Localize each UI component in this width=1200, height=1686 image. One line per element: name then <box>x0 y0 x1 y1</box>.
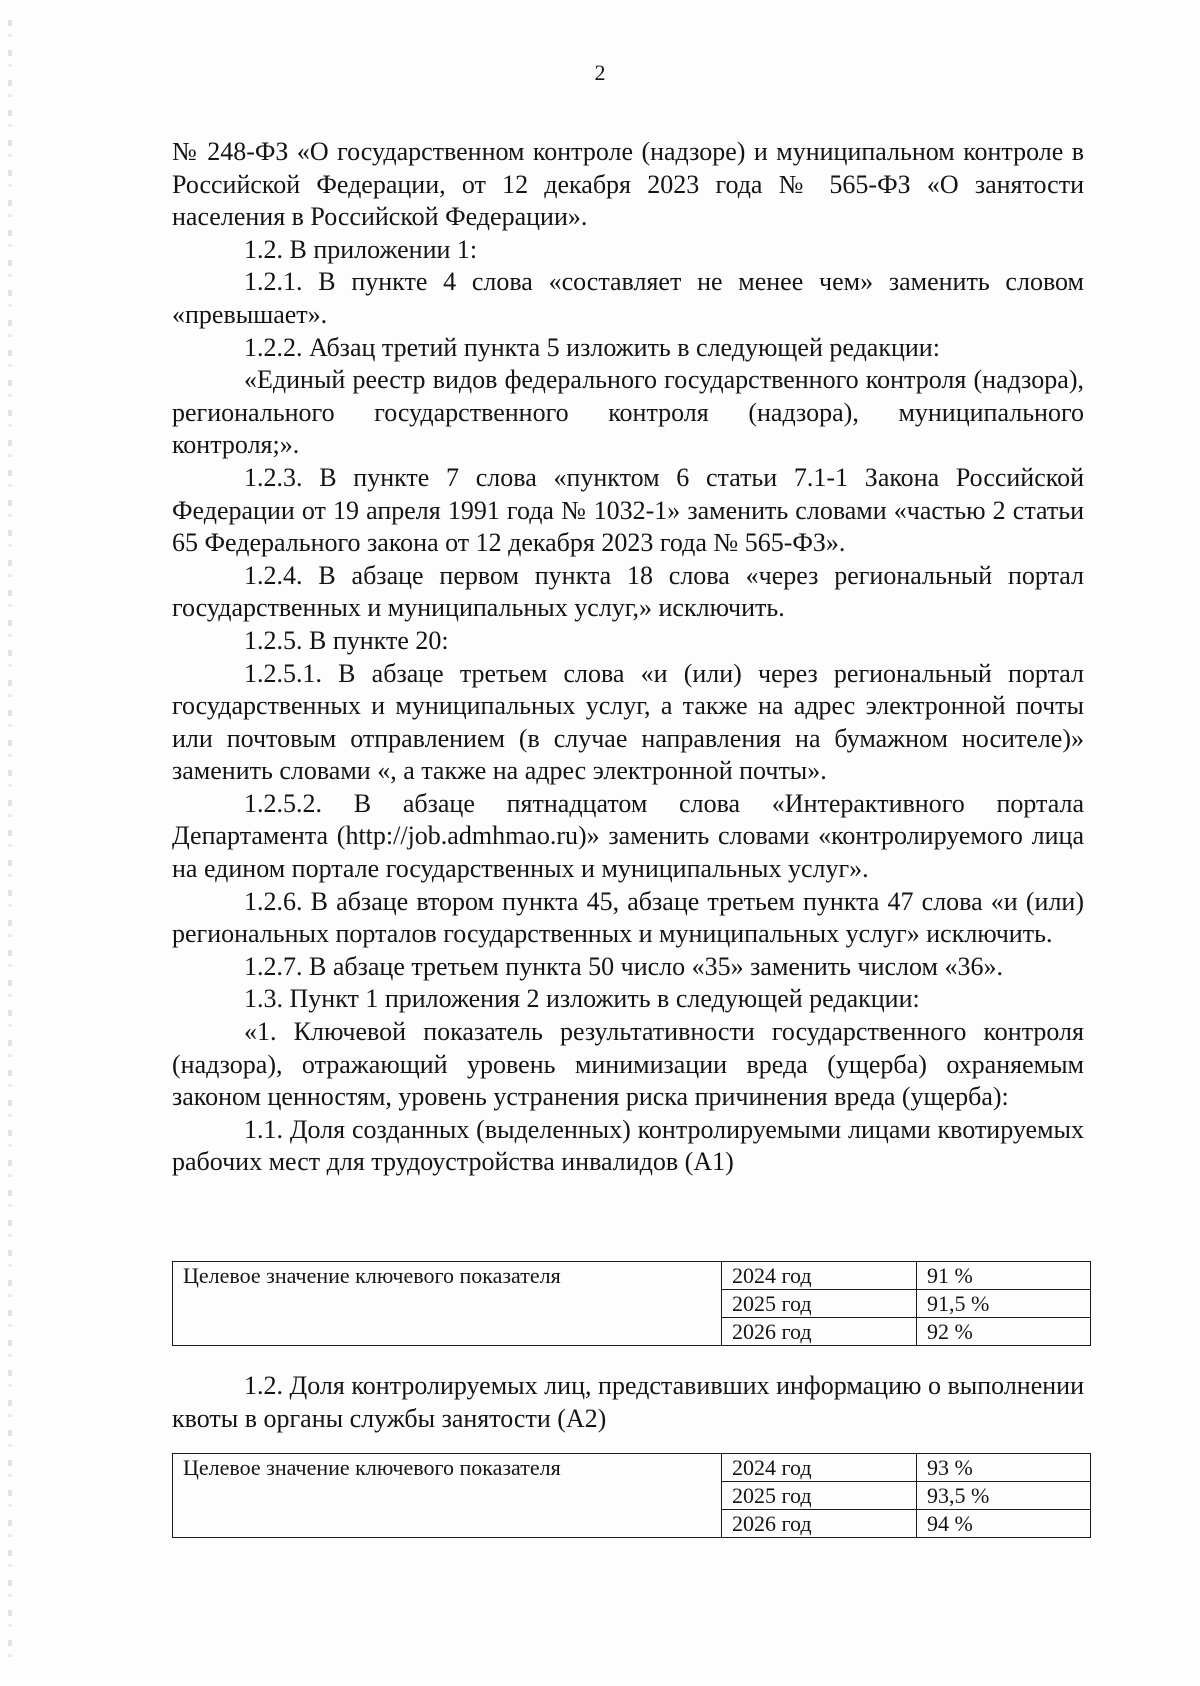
table-value-cell: 91 % <box>917 1262 1091 1290</box>
paragraph-1-2-5-2: 1.2.5.2. В абзаце пятнадцатом слова «Интерактивного портала Департамента (http://job.admhmao.ru)» заменить словами «контролируемого лица на едином портале государственных и муниципальных услуг». <box>172 788 1084 884</box>
table-value-cell: 93 % <box>917 1454 1091 1482</box>
paragraph-1-2-indicator: 1.2. Доля контролируемых лиц, представивших информацию о выполнении квоты в органы службы занятости (А2) <box>172 1371 1084 1433</box>
table-label-cell: Целевое значение ключевого показателя <box>173 1454 722 1538</box>
table-row <box>173 1454 1091 1482</box>
paragraph-1-2-3: 1.2.3. В пункте 7 слова «пунктом 6 статьи 7.1-1 Закона Российской Федерации от 19 апреля 1991 года № 1032-1» заменить словами «частью 2 статьи 65 Федерального закона от 12 декабря 2023 года № 565-ФЗ». <box>172 462 1084 558</box>
body-text-section-1-2 <box>172 1370 1084 1435</box>
scan-edge-artifact <box>8 20 12 1660</box>
page-number: 2 <box>594 60 606 85</box>
paragraph-1-2-7: 1.2.7. В абзаце третьем пункта 50 число «35» заменить числом «36». <box>244 951 1003 981</box>
table-year-cell: 2026 год <box>722 1318 917 1346</box>
table-year-cell: 2024 год <box>722 1454 917 1482</box>
table-value-cell: 91,5 % <box>917 1290 1091 1318</box>
paragraph-1-2-1: 1.2.1. В пункте 4 слова «составляет не менее чем» заменить словом «превышает». <box>172 267 1084 329</box>
table-year-cell: 2026 год <box>722 1510 917 1538</box>
paragraph-1-3: 1.3. Пункт 1 приложения 2 изложить в следующей редакции: <box>244 984 920 1014</box>
paragraph-1-2-5: 1.2.5. В пункте 20: <box>244 625 449 655</box>
table-year-cell: 2025 год <box>722 1482 917 1510</box>
table-value-cell: 92 % <box>917 1318 1091 1346</box>
table-year-cell: 2024 год <box>722 1262 917 1290</box>
paragraph-continuation: № 248-ФЗ «О государственном контроле (надзоре) и муниципальном контроле в Российской Федерации, от 12 декабря 2023 года № 565-ФЗ «О занятости населения в Российской Федерации». <box>172 137 1084 232</box>
paragraph-1-2-6: 1.2.6. В абзаце втором пункта 45, абзаце третьем пункта 47 слова «и (или) региональных порталов государственных и муниципальных услуг» исключить. <box>172 886 1084 949</box>
indicator-table-a2 <box>172 1453 1091 1538</box>
indicator-table-a1 <box>172 1261 1091 1346</box>
table-row <box>173 1262 1091 1290</box>
paragraph-quote-registry: «Единый реестр видов федерального государственного контроля (надзора), регионального государственного контроля (надзора), муниципального контроля;». <box>172 365 1084 460</box>
table-label-cell: Целевое значение ключевого показателя <box>173 1262 722 1346</box>
paragraph-key-indicator: «1. Ключевой показатель результативности государственного контроля (надзора), отражающий уровень минимизации вреда (ущерба) охраняемым законом ценностям, уровень устранения риска причинения вреда (ущерба): <box>172 1017 1084 1112</box>
table-year-cell: 2025 год <box>722 1290 917 1318</box>
table-value-cell: 93,5 % <box>917 1482 1091 1510</box>
body-text <box>172 136 1084 1179</box>
table-value-cell: 94 % <box>917 1510 1091 1538</box>
paragraph-1-2-2: 1.2.2. Абзац третий пункта 5 изложить в следующей редакции: <box>244 332 940 362</box>
paragraph-1-1: 1.1. Доля созданных (выделенных) контролируемыми лицами квотируемых рабочих мест для трудоустройства инвалидов (А1) <box>172 1114 1084 1177</box>
paragraph-1-2-5-1: 1.2.5.1. В абзаце третьем слова «и (или) через региональный портал государственных и муниципальных услуг, а также на адрес электронной почты или почтовым отправлением (в случае направления на бумажном носителе)» заменить словами «, а также на адрес электронной почты». <box>172 658 1084 786</box>
paragraph-1-2: 1.2. В приложении 1: <box>244 234 478 264</box>
paragraph-1-2-4: 1.2.4. В абзаце первом пункта 18 слова «через региональный портал государственных и муниципальных услуг,» исключить. <box>172 560 1084 623</box>
